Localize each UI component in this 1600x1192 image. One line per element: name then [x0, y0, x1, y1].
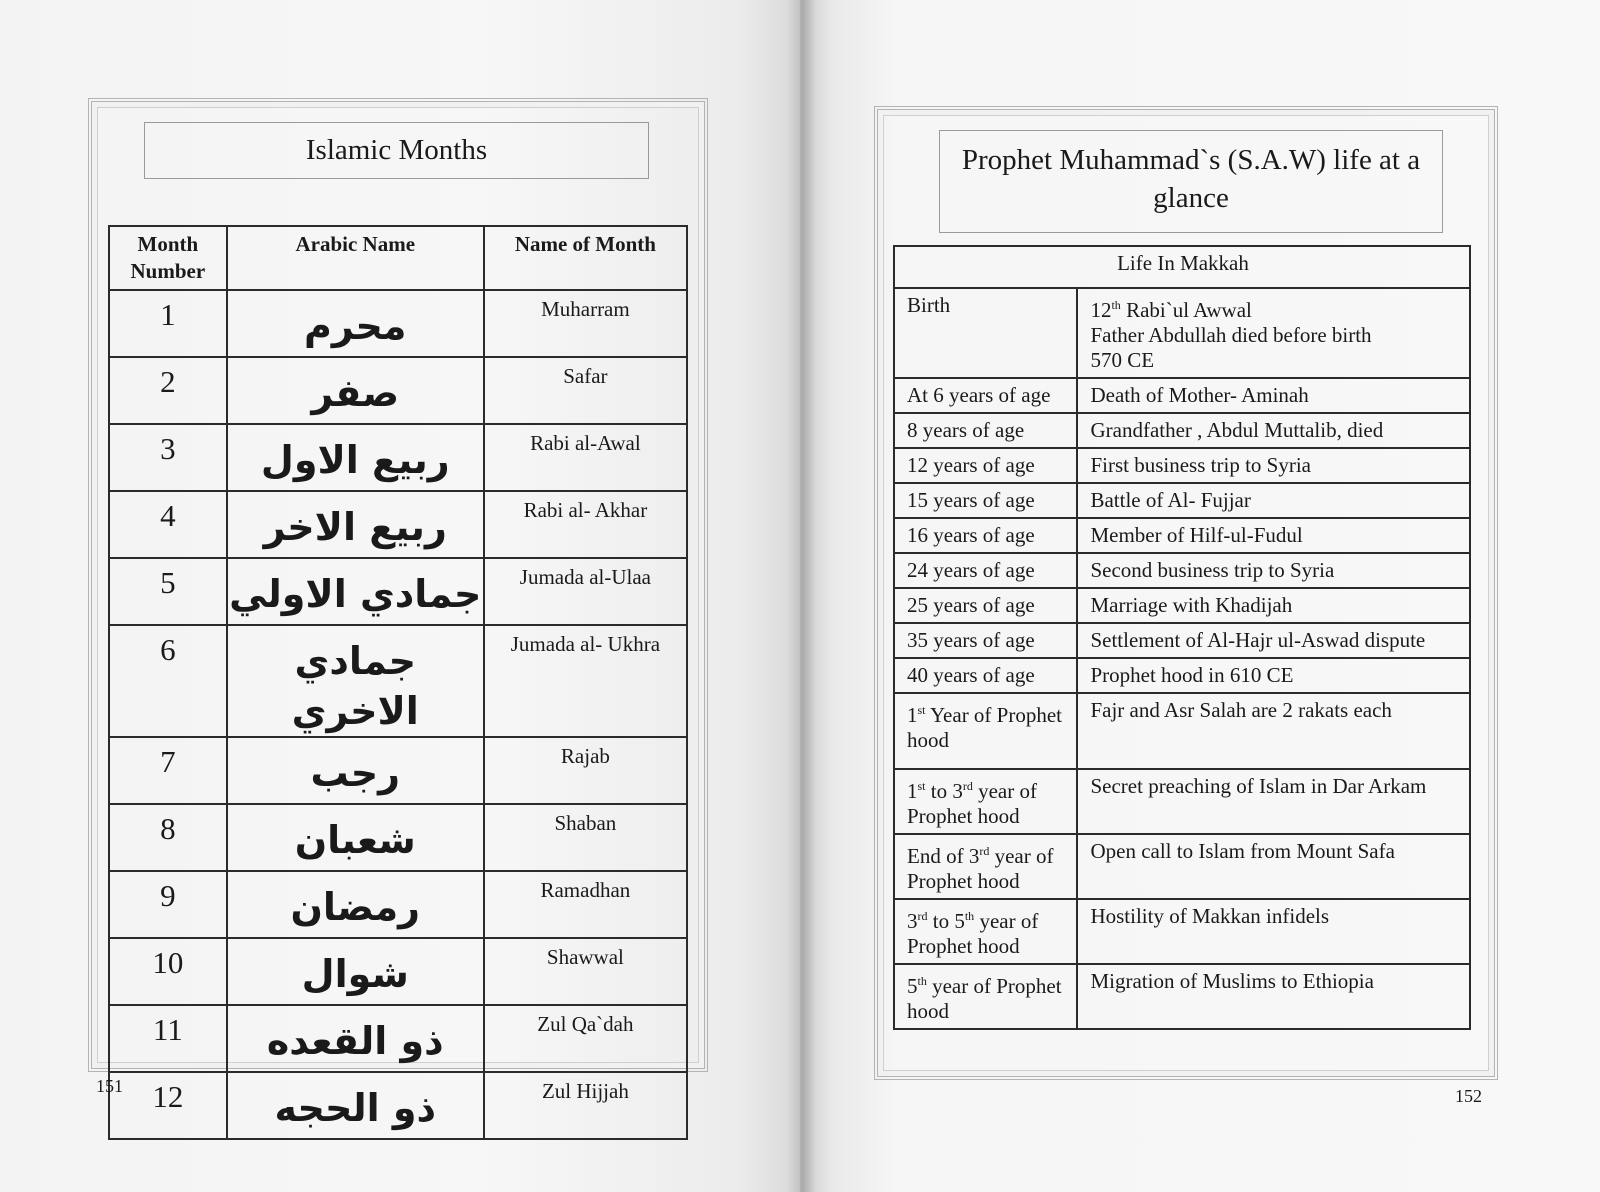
event-cell — [1077, 899, 1470, 964]
month-number: 4 — [109, 491, 227, 558]
age-cell: 24 years of age — [894, 553, 1077, 588]
month-number: 2 — [109, 357, 227, 424]
month-name: Shaban — [484, 804, 687, 871]
month-name: Zul Hijjah — [484, 1072, 687, 1139]
age-cell: 5th year of Prophet hood — [894, 964, 1077, 1029]
header-arabic-name: Arabic Name — [227, 226, 484, 290]
month-name: Zul Qa`dah — [484, 1005, 687, 1072]
table-row — [894, 413, 1470, 448]
arabic-name: ذو الحجه — [227, 1072, 484, 1139]
month-name: Rabi al- Akhar — [484, 491, 687, 558]
event-cell — [1077, 588, 1470, 623]
event-line: Father Abdullah died before birth — [1090, 323, 1372, 347]
month-number: 7 — [109, 737, 227, 804]
table-row — [109, 737, 687, 804]
section-heading: Life In Makkah — [894, 246, 1470, 288]
event-cell — [1077, 623, 1470, 658]
event-line: Migration of Muslims to Ethiopia — [1090, 969, 1374, 993]
age-cell: 1st Year of Prophet hood — [894, 693, 1077, 769]
table-row — [894, 623, 1470, 658]
table-row — [894, 288, 1470, 378]
table-row — [109, 871, 687, 938]
arabic-name: محرم — [227, 290, 484, 357]
table-row — [894, 483, 1470, 518]
event-line: Second business trip to Syria — [1090, 558, 1335, 582]
table-row — [109, 938, 687, 1005]
month-number: 3 — [109, 424, 227, 491]
event-line: Battle of Al- Fujjar — [1090, 488, 1251, 512]
age-cell: 3rd to 5th year of Prophet hood — [894, 899, 1077, 964]
month-name: Ramadhan — [484, 871, 687, 938]
age-cell: 15 years of age — [894, 483, 1077, 518]
month-name: Shawwal — [484, 938, 687, 1005]
table-row — [109, 357, 687, 424]
event-line: Death of Mother- Aminah — [1090, 383, 1309, 407]
month-number: 5 — [109, 558, 227, 625]
table-row — [109, 1005, 687, 1072]
month-number: 1 — [109, 290, 227, 357]
month-number: 10 — [109, 938, 227, 1005]
event-cell — [1077, 693, 1470, 769]
age-cell: 16 years of age — [894, 518, 1077, 553]
arabic-name: ربيع الاول — [227, 424, 484, 491]
header-month-number: Month Number — [109, 226, 227, 290]
book-spine — [786, 0, 816, 1192]
table-row — [109, 290, 687, 357]
age-cell: 40 years of age — [894, 658, 1077, 693]
month-name: Rabi al-Awal — [484, 424, 687, 491]
age-cell: At 6 years of age — [894, 378, 1077, 413]
month-name: Safar — [484, 357, 687, 424]
event-cell — [1077, 553, 1470, 588]
arabic-name: جمادي الاخري — [227, 625, 484, 737]
table-row — [109, 491, 687, 558]
event-line: First business trip to Syria — [1090, 453, 1311, 477]
event-line: 570 CE — [1090, 348, 1155, 372]
islamic-months-title: Islamic Months — [144, 122, 649, 179]
table-row — [109, 1072, 687, 1139]
table-row — [894, 588, 1470, 623]
event-line: 12th Rabi`ul Awwal — [1090, 298, 1252, 322]
month-number: 9 — [109, 871, 227, 938]
event-line: Prophet hood in 610 CE — [1090, 663, 1294, 687]
month-name: Muharram — [484, 290, 687, 357]
age-cell: 8 years of age — [894, 413, 1077, 448]
event-cell — [1077, 288, 1470, 378]
arabic-name: رجب — [227, 737, 484, 804]
month-number: 12 — [109, 1072, 227, 1139]
table-row — [109, 625, 687, 737]
months-header-row — [109, 226, 687, 290]
page-number-right: 152 — [1455, 1086, 1482, 1106]
table-row — [894, 693, 1470, 769]
age-cell: 12 years of age — [894, 448, 1077, 483]
event-line: Secret preaching of Islam in Dar Arkam — [1090, 774, 1427, 798]
table-row — [109, 558, 687, 625]
event-line: Member of Hilf-ul-Fudul — [1090, 523, 1303, 547]
event-line: Hostility of Makkan infidels — [1090, 904, 1330, 928]
table-row — [894, 834, 1470, 899]
event-cell — [1077, 769, 1470, 834]
event-cell — [1077, 413, 1470, 448]
month-number: 6 — [109, 625, 227, 737]
age-cell: End of 3rd year of Prophet hood — [894, 834, 1077, 899]
table-row — [894, 899, 1470, 964]
header-name-of-month: Name of Month — [484, 226, 687, 290]
event-cell — [1077, 834, 1470, 899]
life-in-makkah-table — [893, 245, 1471, 1030]
event-line: Marriage with Khadijah — [1090, 593, 1293, 617]
event-cell — [1077, 964, 1470, 1029]
age-cell: Birth — [894, 288, 1077, 378]
arabic-name: جمادي الاولي — [227, 558, 484, 625]
arabic-name: ربيع الاخر — [227, 491, 484, 558]
event-line: Settlement of Al-Hajr ul-Aswad dispute — [1090, 628, 1426, 652]
section-heading-row — [894, 246, 1470, 288]
age-cell: 35 years of age — [894, 623, 1077, 658]
life-at-a-glance-title: Prophet Muhammad`s (S.A.W) life at a glance — [939, 130, 1443, 233]
age-cell: 25 years of age — [894, 588, 1077, 623]
arabic-name: رمضان — [227, 871, 484, 938]
event-cell — [1077, 518, 1470, 553]
arabic-name: شعبان — [227, 804, 484, 871]
event-cell — [1077, 658, 1470, 693]
event-cell — [1077, 448, 1470, 483]
table-row — [894, 769, 1470, 834]
table-row — [894, 553, 1470, 588]
month-number: 11 — [109, 1005, 227, 1072]
table-row — [109, 424, 687, 491]
table-row — [894, 658, 1470, 693]
page-number-left: 151 — [96, 1076, 123, 1096]
arabic-name: صفر — [227, 357, 484, 424]
event-line: Open call to Islam from Mount Safa — [1090, 839, 1395, 863]
event-cell — [1077, 378, 1470, 413]
month-name: Rajab — [484, 737, 687, 804]
event-cell — [1077, 483, 1470, 518]
event-line: Fajr and Asr Salah are 2 rakats each — [1090, 698, 1392, 722]
table-row — [894, 378, 1470, 413]
age-cell: 1st to 3rd year of Prophet hood — [894, 769, 1077, 834]
month-name: Jumada al-Ulaa — [484, 558, 687, 625]
month-number: 8 — [109, 804, 227, 871]
arabic-name: شوال — [227, 938, 484, 1005]
arabic-name: ذو القعده — [227, 1005, 484, 1072]
table-row — [109, 804, 687, 871]
event-line: Grandfather , Abdul Muttalib, died — [1090, 418, 1384, 442]
table-row — [894, 518, 1470, 553]
islamic-months-table — [108, 225, 688, 1140]
table-row — [894, 964, 1470, 1029]
table-row — [894, 448, 1470, 483]
month-name: Jumada al- Ukhra — [484, 625, 687, 737]
